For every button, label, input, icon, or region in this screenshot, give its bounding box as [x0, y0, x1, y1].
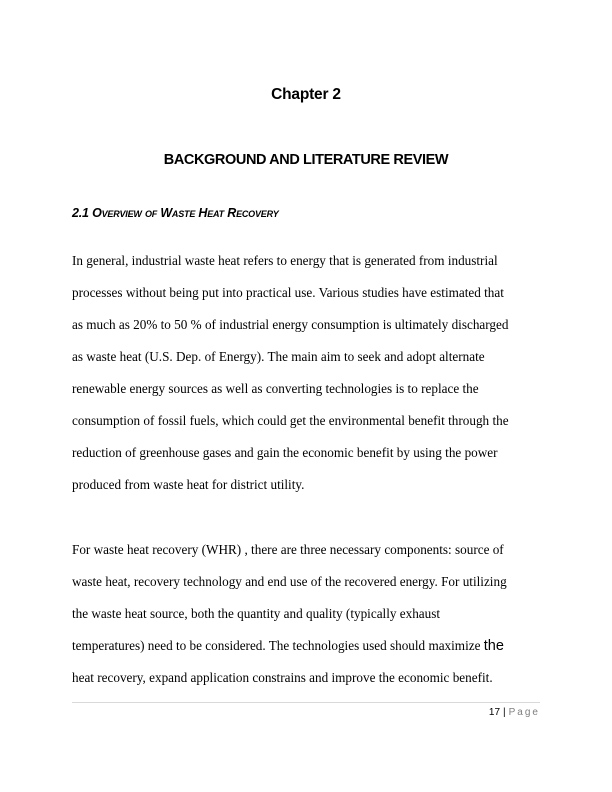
paragraph-2	[72, 542, 552, 702]
chapter-heading: Chapter 2	[271, 86, 341, 103]
paragraph-line-tail: the	[483, 638, 504, 654]
paragraph-line: heat recovery, expand application constrains and improve the economic benefit.	[72, 670, 493, 685]
page-footer	[489, 707, 540, 718]
section-heading	[72, 206, 279, 220]
paragraph-line-text: temperatures) need to be considered. The technologies used should maximize	[72, 638, 484, 653]
paragraph-line: reduction of greenhouse gases and gain the economic benefit by using the power	[72, 445, 498, 460]
page-label: Page	[508, 707, 540, 718]
part-title: BACKGROUND AND LITERATURE REVIEW	[163, 152, 449, 168]
section-title: Overview of Waste Heat Recovery	[92, 206, 279, 220]
paragraph-line: produced from waste heat for district utility.	[72, 477, 305, 492]
paragraph-line: renewable energy sources as well as converting technologies is to replace the	[72, 381, 479, 396]
paragraph-line: consumption of fossil fuels, which could get the environmental benefit through the	[72, 413, 509, 428]
paragraph-1	[72, 253, 552, 509]
section-number: 2.1	[72, 206, 89, 220]
footer-divider	[72, 702, 540, 703]
paragraph-line: processes without being put into practical use. Various studies have estimated that	[72, 285, 504, 300]
paragraph-line-with-tail	[72, 638, 552, 670]
paragraph-line: waste heat, recovery technology and end use of the recovered energy. For utilizing	[72, 574, 507, 589]
paragraph-line: In general, industrial waste heat refers to energy that is generated from industrial	[72, 253, 498, 268]
paragraph-line: the waste heat source, both the quantity and quality (typically exhaust	[72, 606, 441, 621]
paragraph-line: For waste heat recovery (WHR) , there are three necessary components: source of	[72, 542, 504, 557]
paragraph-line: as much as 20% to 50 % of industrial energy consumption is ultimately discharged	[72, 317, 509, 332]
footer-separator: |	[503, 707, 506, 718]
page-number: 17	[488, 707, 501, 718]
paragraph-line: as waste heat (U.S. Dep. of Energy). The main aim to seek and adopt alternate	[72, 349, 485, 364]
